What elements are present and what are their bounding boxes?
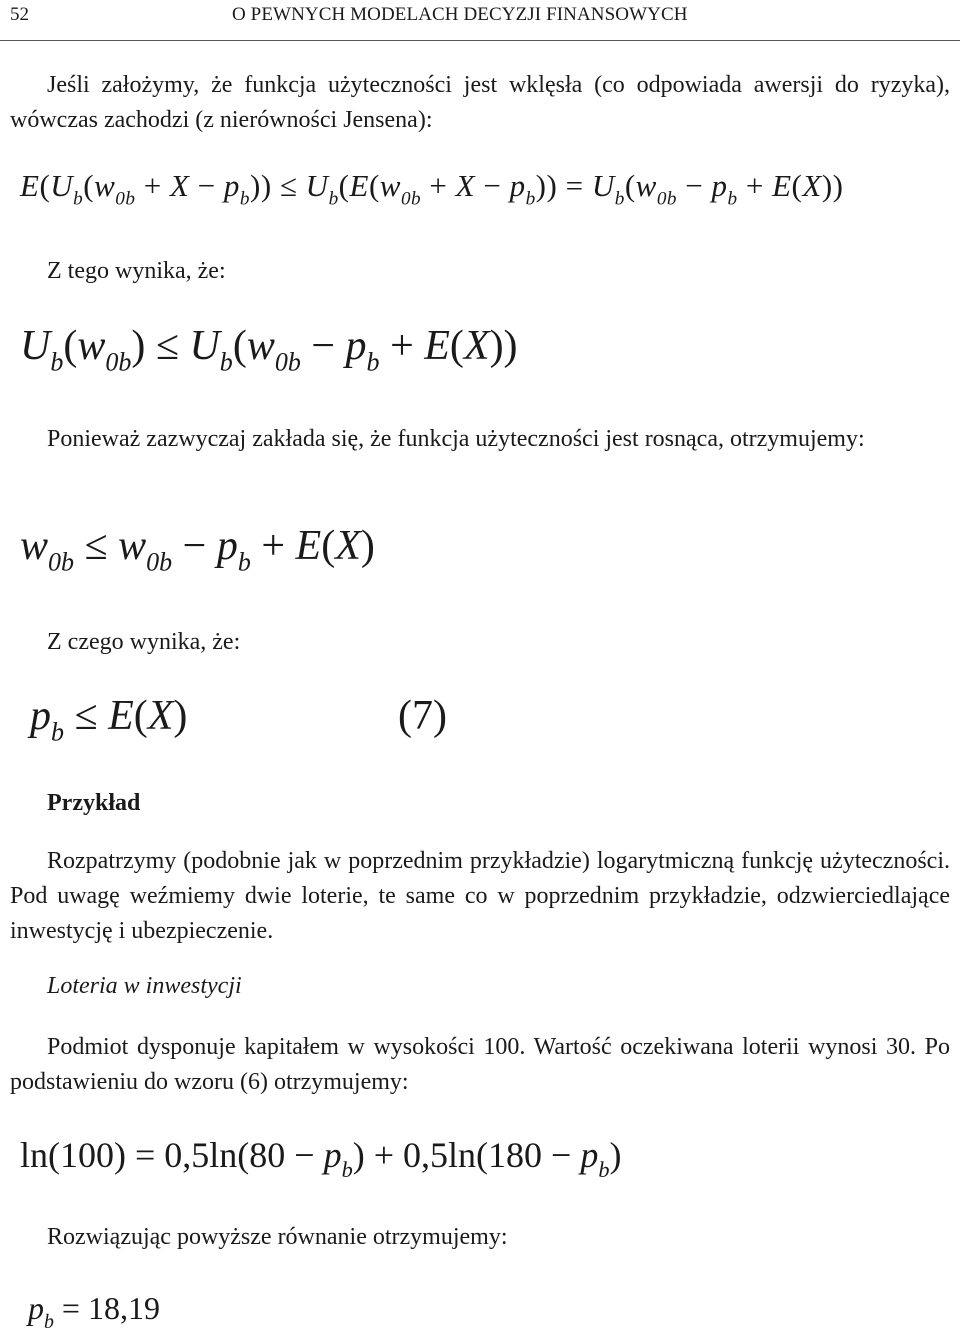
paragraph-z-czego: Z czego wynika, że:	[47, 629, 241, 655]
page-header	[0, 0, 960, 41]
equation-premium-bound: $p_b \le E(X)$	[30, 693, 188, 747]
paragraph-example: Rozpatrzymy (podobnie jak w poprzednim przykładzie) logarytmiczną funkcję użyteczności. Pod uwagę weźmiemy dwie loterie, te same co w poprzednim przykładzie, odzwierciedlające inwestycję i ubezpieczenie.	[10, 848, 950, 944]
running-title: O PEWNYCH MODELACH DECYZJI FINANSOWYCH	[232, 4, 688, 25]
equation-number-7: (7)	[398, 693, 447, 739]
equation-utility-inequality: $U_b(w_{0b}) \le U_b(w_{0b} - p_b + E(X))$	[20, 323, 518, 377]
paragraph-kapital: Podmiot dysponuje kapitałem w wysokości 100. Wartość oczekiwana loterii wynosi 30. Po podstawieniu do wzoru (6) otrzymujemy:	[10, 1034, 950, 1095]
paragraph-rozwiazujac: Rozwiązując powyższe równanie otrzymujemy:	[47, 1224, 508, 1250]
equation-result: $p_b = 18,19$	[28, 1290, 160, 1333]
heading-przyklad: Przykład	[47, 790, 141, 816]
page-number: 52	[10, 4, 29, 25]
equation-jensen: $E(U_b(w_{0b} + X - p_b)) \le U_b(E(w_{0b} + X - p_b)) = U_b(w_{0b} - p_b + E(X))$	[20, 168, 844, 210]
subheading-loteria: Loteria w inwestycji	[47, 973, 242, 999]
paragraph-z-tego: Z tego wynika, że:	[47, 258, 226, 284]
paragraph-rosnaca: Ponieważ zazwyczaj zakłada się, że funkcja użyteczności jest rosnąca, otrzymujemy:	[47, 426, 865, 452]
paragraph-jensen: Jeśli założymy, że funkcja użyteczności jest wklęsła (co odpowiada awersji do ryzyka), wówczas zachodzi (z nierówności Jensena):	[10, 72, 950, 133]
equation-log-utility: $\ln(100) = 0,5\ln(80 - p_b) + 0,5\ln(180 - p_b)$	[20, 1135, 622, 1183]
equation-wealth-inequality: $w_{0b} \le w_{0b} - p_b + E(X)$	[20, 523, 375, 577]
